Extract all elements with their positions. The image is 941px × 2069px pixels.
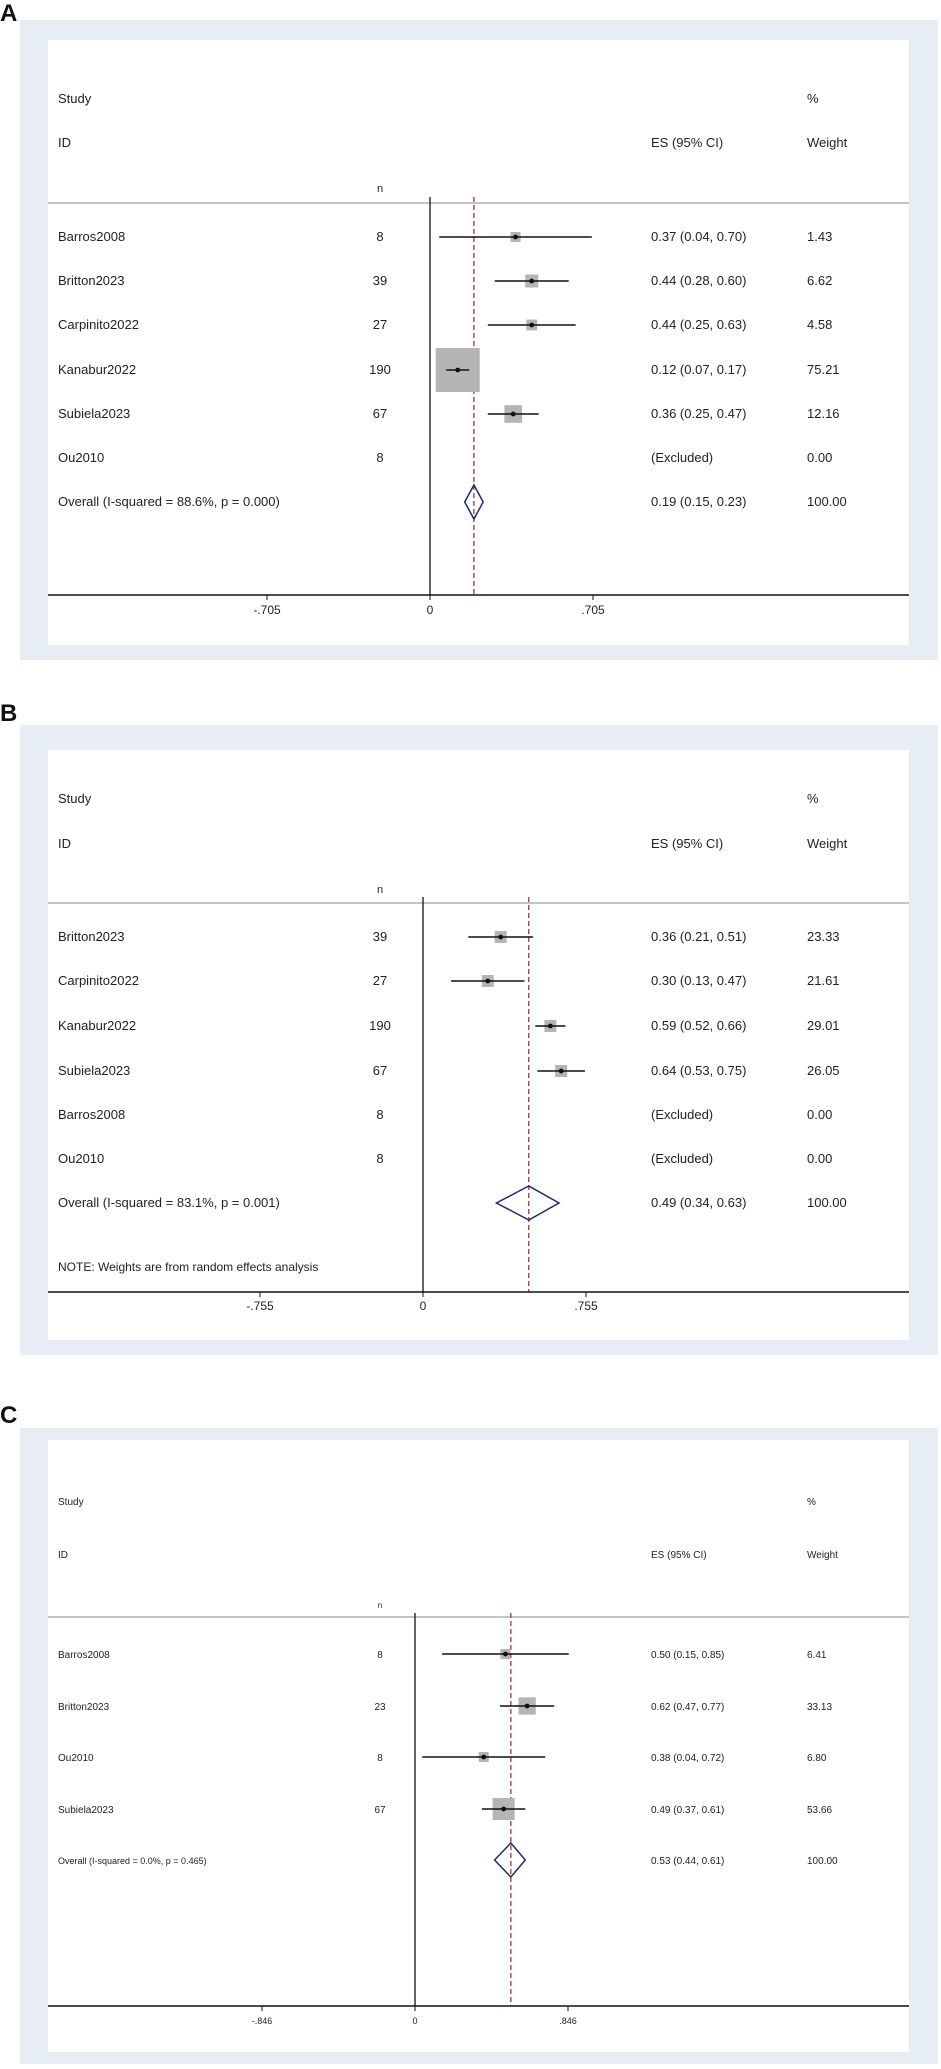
panel-c-header-n: n: [377, 1601, 383, 1610]
panel-b-header-pct: %: [807, 791, 819, 806]
panel-a-header-n: n: [376, 183, 384, 195]
panel-b-overall-diamond: [496, 1186, 559, 1220]
panel-a-study-n: 27: [372, 317, 388, 332]
panel-a-study-es-label: 0.36 (0.25, 0.47): [651, 406, 747, 421]
panel-a-study-es-label: 0.12 (0.07, 0.17): [651, 362, 747, 377]
panel-a-header-es: ES (95% CI): [651, 135, 724, 150]
panel-c-study-n: 23: [374, 1702, 386, 1713]
panel-c-header-id: ID: [58, 1550, 68, 1561]
panel-c-study-es-label: 0.49 (0.37, 0.61): [651, 1805, 725, 1816]
panel-b-study-id: Ou2010: [58, 1151, 105, 1166]
panel-c-study-es-label: 0.38 (0.04, 0.72): [651, 1753, 725, 1764]
panel-b-study-id: Carpinito2022: [58, 973, 139, 988]
panel-b-study-n: 8: [376, 1151, 384, 1166]
panel-b-study-weight: 21.61: [807, 973, 840, 988]
panel-a-study-weight: 6.62: [807, 273, 833, 288]
panel-b-study-es-label: 0.36 (0.21, 0.51): [651, 929, 747, 944]
panel-a-study-id: Barros2008: [58, 229, 126, 244]
panel-a-x-tick-label: .705: [581, 603, 605, 617]
panel-c-study-n: 67: [374, 1805, 386, 1816]
panel-a-study-es-label: (Excluded): [651, 450, 714, 465]
panel-b-overall-es-label: 0.49 (0.34, 0.63): [651, 1195, 747, 1210]
panel-a-study-id: Britton2023: [58, 273, 125, 288]
panel-b-study-n: 190: [369, 1018, 391, 1033]
panel-c-study-id: Barros2008: [58, 1650, 110, 1661]
panel-a-study-id: Ou2010: [58, 450, 105, 465]
panel-c-study-id: Subiela2023: [58, 1805, 114, 1816]
panel-b-point-estimate: [498, 935, 503, 940]
panel-b-study-n: 39: [372, 929, 388, 944]
panel-c-overall-es-label: 0.53 (0.44, 0.61): [651, 1856, 725, 1867]
panel-c-study-id: Britton2023: [58, 1702, 110, 1713]
panel-b-header-es: ES (95% CI): [651, 836, 724, 851]
panel-a-study-weight: 12.16: [807, 406, 840, 421]
panel-b-header-n: n: [376, 884, 384, 896]
panel-a-study-es-label: 0.44 (0.25, 0.63): [651, 317, 747, 332]
panel-a-study-es-label: 0.44 (0.28, 0.60): [651, 273, 747, 288]
panel-c-point-estimate: [501, 1807, 506, 1812]
panel-b-study-n: 8: [376, 1107, 384, 1122]
panel-a-study-n: 8: [376, 450, 384, 465]
panel-a-study-n: 67: [372, 406, 388, 421]
panel-b-note: NOTE: Weights are from random effects analysis: [58, 1260, 319, 1274]
panel-b-study-es-label: 0.64 (0.53, 0.75): [651, 1063, 747, 1078]
panel-c-x-tick-label: 0: [412, 2016, 418, 2026]
panel-a-study-es-label: 0.37 (0.04, 0.70): [651, 229, 747, 244]
panel-c-point-estimate: [503, 1652, 508, 1657]
panel-c-overall-weight: 100.00: [807, 1856, 838, 1867]
panel-b-point-estimate: [559, 1069, 564, 1074]
panel-c-study-weight: 33.13: [807, 1702, 833, 1713]
panel-c-point-estimate: [481, 1755, 486, 1760]
panel-a-point-estimate: [513, 235, 518, 240]
panel-a-study-id: Subiela2023: [58, 406, 131, 421]
panel-label-c: C: [0, 1402, 18, 1429]
panel-b-study-id: Subiela2023: [58, 1063, 131, 1078]
panel-a-study-id: Kanabur2022: [58, 362, 137, 377]
panel-c-study-weight: 6.41: [807, 1650, 827, 1661]
panel-a-study-n: 8: [376, 229, 384, 244]
panel-c-study-n: 8: [377, 1650, 383, 1661]
panel-c-header-pct: %: [807, 1497, 816, 1508]
panel-c-study-n: 8: [377, 1753, 383, 1764]
panel-a-overall-label: Overall (I-squared = 88.6%, p = 0.000): [58, 494, 280, 509]
panel-a-study-weight: 75.21: [807, 362, 840, 377]
panel-b-study-weight: 26.05: [807, 1063, 840, 1078]
panel-b-study-es-label: 0.59 (0.52, 0.66): [651, 1018, 747, 1033]
panel-b-x-tick-label: -.755: [246, 1299, 274, 1313]
panel-c-study-weight: 6.80: [807, 1753, 827, 1764]
panel-a-study-weight: 0.00: [807, 450, 833, 465]
panel-a-header-id: ID: [58, 135, 71, 150]
panel-a-header-weight: Weight: [807, 135, 848, 150]
panel-c-study-weight: 53.66: [807, 1805, 833, 1816]
panel-b-study-n: 27: [372, 973, 388, 988]
panel-c-overall-label: Overall (I-squared = 0.0%, p = 0.465): [58, 1856, 207, 1866]
panel-b-study-id: Britton2023: [58, 929, 125, 944]
panel-b-x-tick-label: .755: [574, 1299, 598, 1313]
panel-c-study-es-label: 0.50 (0.15, 0.85): [651, 1650, 725, 1661]
panel-b-header-study: Study: [58, 791, 92, 806]
panel-b-study-id: Kanabur2022: [58, 1018, 137, 1033]
panel-a-x-tick-label: 0: [426, 603, 434, 617]
panel-a-overall-weight: 100.00: [807, 494, 847, 509]
panel-c-overall-diamond: [495, 1843, 526, 1877]
panel-b-header-id: ID: [58, 836, 71, 851]
panel-a-x-tick-label: -.705: [253, 603, 281, 617]
panel-b-point-estimate: [485, 979, 490, 984]
panel-b-study-es-label: (Excluded): [651, 1107, 714, 1122]
panel-a-point-estimate: [529, 323, 534, 328]
panel-b-study-weight: 23.33: [807, 929, 840, 944]
panel-c-study-es-label: 0.62 (0.47, 0.77): [651, 1702, 725, 1713]
panel-a-point-estimate: [455, 368, 460, 373]
panel-c-x-tick-label: -.846: [251, 2016, 273, 2026]
panel-b-overall-label: Overall (I-squared = 83.1%, p = 0.001): [58, 1195, 280, 1210]
panel-b-study-weight: 0.00: [807, 1107, 833, 1122]
panel-c-point-estimate: [525, 1704, 530, 1709]
panel-c-header-es: ES (95% CI): [651, 1550, 707, 1561]
panel-b-header-weight: Weight: [807, 836, 848, 851]
panel-a-overall-es-label: 0.19 (0.15, 0.23): [651, 494, 747, 509]
panel-b-overall-weight: 100.00: [807, 1195, 847, 1210]
panel-b-study-es-label: 0.30 (0.13, 0.47): [651, 973, 747, 988]
panel-c-study-id: Ou2010: [58, 1753, 94, 1764]
panel-b-study-weight: 29.01: [807, 1018, 840, 1033]
panel-a-header-pct: %: [807, 91, 819, 106]
panel-b-point-estimate: [548, 1024, 553, 1029]
panel-b-study-n: 67: [372, 1063, 388, 1078]
panel-b-study-id: Barros2008: [58, 1107, 126, 1122]
panel-b-study-weight: 0.00: [807, 1151, 833, 1166]
panel-a-study-id: Carpinito2022: [58, 317, 139, 332]
panel-b-x-tick-label: 0: [419, 1299, 427, 1313]
panel-a-study-weight: 4.58: [807, 317, 833, 332]
panel-c-header-study: Study: [58, 1497, 84, 1508]
panel-a-study-weight: 1.43: [807, 229, 833, 244]
panel-b-study-es-label: (Excluded): [651, 1151, 714, 1166]
panel-a-point-estimate: [529, 279, 534, 284]
panel-c-header-weight: Weight: [807, 1550, 838, 1561]
panel-label-a: A: [0, 0, 18, 27]
panel-a-study-n: 190: [369, 362, 391, 377]
panel-label-b: B: [0, 700, 18, 727]
panel-c-x-tick-label: .846: [559, 2016, 577, 2026]
panel-a-study-n: 39: [372, 273, 388, 288]
panel-a-point-estimate: [511, 412, 516, 417]
panel-a-header-study: Study: [58, 91, 92, 106]
